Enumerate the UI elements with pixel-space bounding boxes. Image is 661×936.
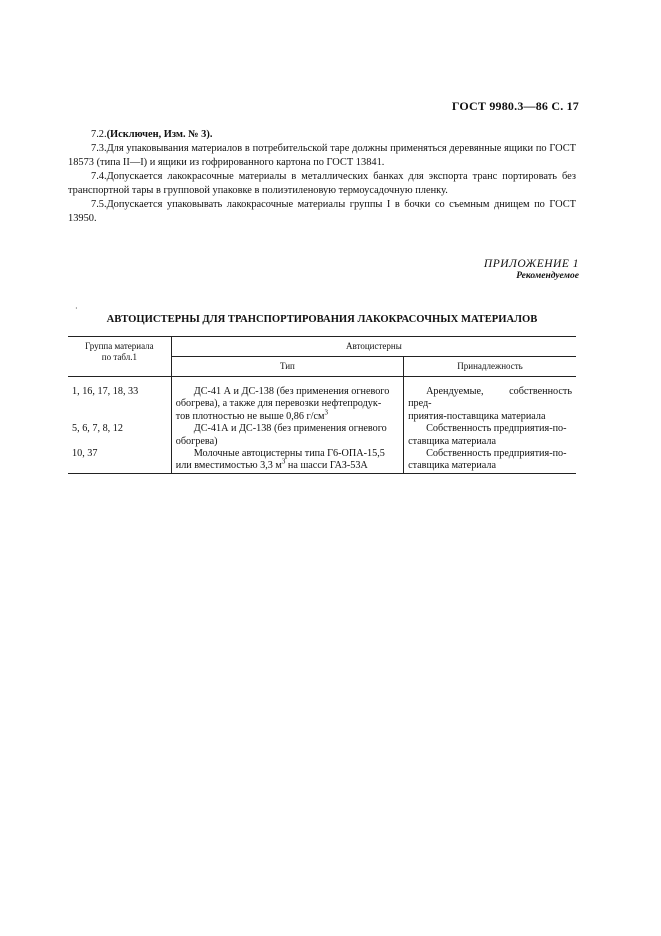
appendix-subtitle: Рекомендуемое — [516, 271, 579, 281]
table-row — [68, 377, 576, 424]
paragraph-text: 7.4.Допускается лакокрасочные материалы в металлических банках для экспорта транс портировать без транспортной тары в групповой упаковке в полиэтиленовую термоусадочную пленку. — [68, 171, 576, 196]
paragraph-7-3 — [68, 142, 576, 169]
table-row — [68, 448, 576, 473]
line: обогрева) — [175, 435, 218, 447]
appendix-title: ПРИЛОЖЕНИЕ 1 — [483, 258, 579, 270]
table-header-row — [68, 337, 576, 357]
line: обогрева), а также для перевозки нефтепродук- — [175, 398, 382, 410]
line: приятия-поставщика материала — [408, 410, 546, 422]
paragraph-7-2 — [68, 128, 576, 142]
paragraph-number: 7.2. — [91, 129, 107, 140]
table-row — [68, 423, 576, 448]
line: Собственность предприятия-по- — [426, 448, 567, 460]
line — [175, 408, 399, 423]
tank-trucks-table — [68, 336, 576, 474]
cell-group: 1, 16, 17, 18, 33 — [72, 386, 139, 397]
line-text: тов плотностью не выше 0,86 г/см — [175, 410, 325, 422]
appendix-label — [484, 258, 579, 281]
line: ДС-41 А и ДС-138 (без применения огневого — [193, 386, 390, 397]
paragraph-text: 7.3.Для упаковывания материалов в потребительской таре должны применяться деревянные ящики по ГОСТ 18573 (типа II—I) и ящики из гофрированного картона по ГОСТ 13841. — [68, 143, 576, 168]
paragraph-7-4 — [68, 170, 576, 197]
cell-owner — [404, 377, 576, 424]
page-header: ГОСТ 9980.3—86 С. 17 — [451, 99, 579, 113]
header-type: Тип — [171, 357, 403, 377]
header-group-line2: по табл.1 — [101, 352, 137, 362]
superscript: 3 — [324, 408, 328, 417]
cell-owner — [404, 448, 576, 473]
line: Собственность предприятия-по- — [426, 423, 567, 435]
line: ставщика материала — [408, 435, 497, 447]
cell-group: 10, 37 — [72, 448, 98, 460]
excluded-note: (Исключен, Изм. № 3). — [106, 129, 213, 140]
superscript: 3 — [281, 458, 286, 467]
paragraph-7-5 — [68, 198, 576, 225]
line: ДС-41А и ДС-138 (без применения огневого — [193, 423, 387, 435]
line: Молочные автоцистерны типа Г6-ОПА-15,5 — [193, 448, 385, 460]
header-owner: Принадлежность — [404, 357, 576, 377]
stray-dot: · — [75, 304, 78, 313]
paragraph-text: 7.5.Допускается упаковывать лакокрасочные материалы группы I в бочки со съемным днищем по ГОСТ 13950. — [68, 199, 576, 224]
cell-type — [171, 423, 403, 448]
header-group-line1: Группа материала — [85, 341, 154, 351]
cell-group: 5, 6, 7, 8, 12 — [72, 423, 123, 435]
cell-type — [171, 377, 403, 424]
line: Арендуемые, собственность пред- — [408, 386, 572, 410]
table-title: АВТОЦИСТЕРНЫ ДЛЯ ТРАНСПОРТИРОВАНИЯ ЛАКОКРАСОЧНЫХ МАТЕРИАЛОВ — [106, 314, 538, 325]
header-tanks: Автоцистерны — [171, 337, 576, 357]
header-group — [68, 337, 171, 377]
line — [176, 460, 399, 472]
cell-owner — [404, 423, 576, 448]
cell-type — [171, 448, 403, 473]
line-text: на шасси ГАЗ-53А — [285, 460, 368, 472]
line-text: или вместимостью 3,3 м — [175, 460, 282, 472]
line: ставщика материала — [408, 460, 497, 472]
